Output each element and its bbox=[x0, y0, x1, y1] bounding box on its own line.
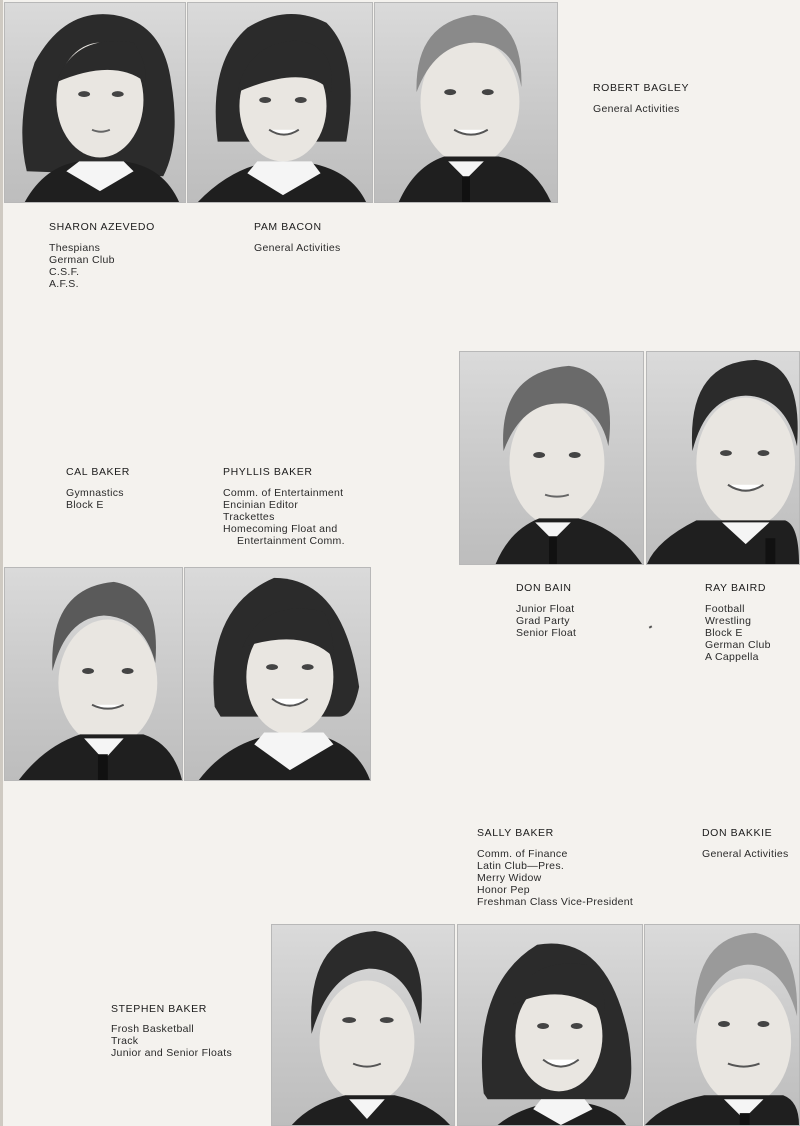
activity-item: Block E bbox=[705, 627, 743, 639]
activity-item: Entertainment Comm. bbox=[237, 535, 345, 547]
activity-item: Honor Pep bbox=[477, 884, 530, 896]
student-name-stephen-baker: STEPHEN BAKER bbox=[111, 1003, 207, 1015]
activity-item: German Club bbox=[705, 639, 771, 651]
student-name-don-bain: DON BAIN bbox=[516, 582, 572, 594]
activities-pam-bacon bbox=[254, 242, 341, 254]
activity-item: General Activities bbox=[702, 848, 789, 860]
activity-item: Gymnastics bbox=[66, 487, 124, 499]
activity-item: Comm. of Finance bbox=[477, 848, 568, 860]
activity-item: General Activities bbox=[593, 103, 680, 115]
portrait-don-bain bbox=[459, 351, 644, 565]
activities-stephen-baker bbox=[111, 1023, 232, 1059]
activity-item: A.F.S. bbox=[49, 278, 79, 290]
portrait-ray-baird bbox=[646, 351, 800, 565]
page-edge bbox=[0, 0, 3, 1126]
student-name-sharon-azevedo: SHARON AZEVEDO bbox=[49, 221, 155, 233]
student-name-phyllis-baker: PHYLLIS BAKER bbox=[223, 466, 313, 478]
activities-sharon-azevedo bbox=[49, 242, 115, 290]
activity-item: Thespians bbox=[49, 242, 101, 254]
activities-robert-bagley bbox=[593, 103, 680, 115]
student-name-cal-baker: CAL BAKER bbox=[66, 466, 130, 478]
activity-item: C.S.F. bbox=[49, 266, 80, 278]
activity-item: A Cappella bbox=[705, 651, 759, 663]
activity-item: Trackettes bbox=[223, 511, 275, 523]
portrait-don-bakkie bbox=[644, 924, 800, 1126]
activities-ray-baird bbox=[705, 603, 771, 663]
activity-item: Junior Float bbox=[516, 603, 575, 615]
print-speck bbox=[649, 625, 653, 628]
activity-item: Homecoming Float and bbox=[223, 523, 338, 535]
activities-don-bain bbox=[516, 603, 576, 639]
student-name-sally-baker: SALLY BAKER bbox=[477, 827, 554, 839]
portrait-robert-bagley bbox=[374, 2, 558, 203]
activity-item: General Activities bbox=[254, 242, 341, 254]
activity-item: Grad Party bbox=[516, 615, 570, 627]
activity-item: Encinian Editor bbox=[223, 499, 299, 511]
activity-item: Junior and Senior Floats bbox=[111, 1047, 233, 1059]
activities-sally-baker bbox=[477, 848, 633, 908]
activity-item: Track bbox=[111, 1035, 139, 1047]
activity-item: Block E bbox=[66, 499, 104, 511]
activity-item: Senior Float bbox=[516, 627, 577, 639]
activity-item: Freshman Class Vice-President bbox=[477, 896, 634, 908]
activity-item: Frosh Basketball bbox=[111, 1023, 195, 1035]
portrait-pam-bacon bbox=[187, 2, 373, 203]
activities-cal-baker bbox=[66, 487, 124, 511]
student-name-pam-bacon: PAM BACON bbox=[254, 221, 322, 233]
activity-item: Merry Widow bbox=[477, 872, 542, 884]
activity-item: Wrestling bbox=[705, 615, 752, 627]
student-name-don-bakkie: DON BAKKIE bbox=[702, 827, 773, 839]
portrait-sharon-azevedo bbox=[4, 2, 186, 203]
activities-don-bakkie bbox=[702, 848, 789, 860]
activity-item: Latin Club—Pres. bbox=[477, 860, 565, 872]
portrait-sally-baker bbox=[457, 924, 643, 1126]
activity-item: Football bbox=[705, 603, 745, 615]
portrait-stephen-baker bbox=[271, 924, 455, 1126]
student-name-ray-baird: RAY BAIRD bbox=[705, 582, 767, 594]
student-name-robert-bagley: ROBERT BAGLEY bbox=[593, 82, 690, 94]
activity-item: German Club bbox=[49, 254, 115, 266]
portrait-cal-baker bbox=[4, 567, 183, 781]
activities-phyllis-baker bbox=[223, 487, 345, 547]
portrait-phyllis-baker bbox=[184, 567, 371, 781]
activity-item: Comm. of Entertainment bbox=[223, 487, 344, 499]
